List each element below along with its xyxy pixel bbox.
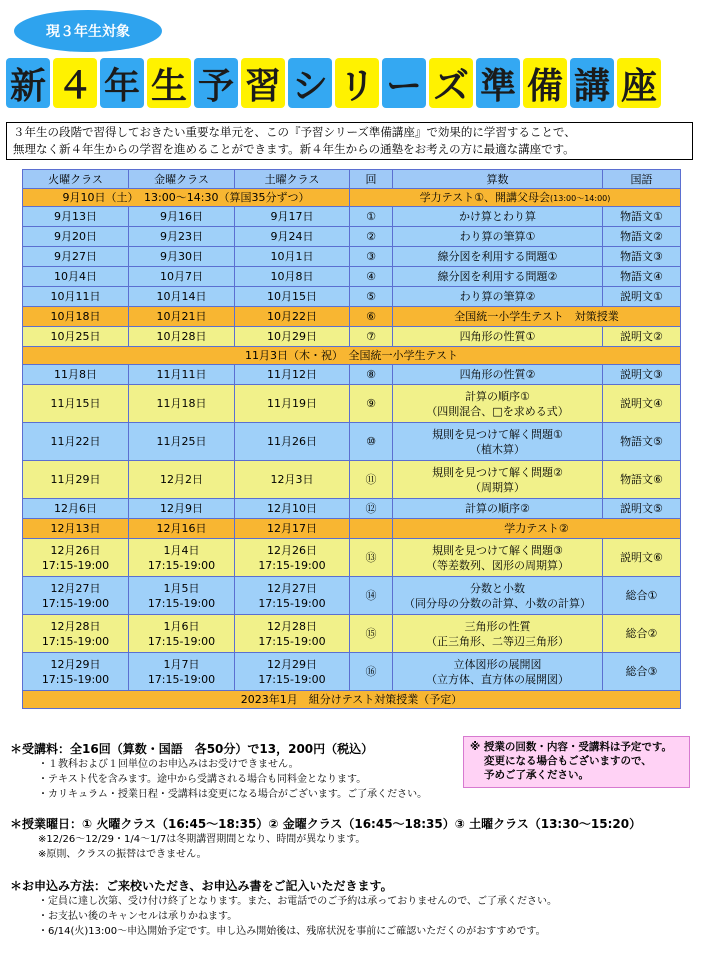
sat-date: [235, 615, 350, 653]
target-badge: 現３年生対象: [14, 10, 162, 52]
column-header: 土曜クラス: [235, 170, 350, 189]
math-topic: 四角形の性質②: [393, 365, 603, 385]
math-topic: 線分図を利用する問題②: [393, 267, 603, 287]
math-topic-line2: （周期算）: [470, 480, 525, 494]
table-row: [23, 615, 681, 653]
table-row: [23, 653, 681, 691]
fri-date-line2: 17:15-19:00: [147, 558, 216, 572]
column-header: 算数: [393, 170, 603, 189]
sat-date-line1: 12月26日: [267, 543, 317, 557]
math-topic-line2: （立方体、直方体の展開図）: [426, 672, 569, 686]
fri-date: 12月16日: [129, 519, 235, 539]
tue-date-line2: 17:15-19:00: [41, 634, 110, 648]
math-topic: かけ算とわり算: [393, 207, 603, 227]
math-topic-line2: （植木算）: [470, 442, 525, 456]
fri-date-line1: 1月4日: [163, 543, 200, 557]
math-topic-line2: （四則混合、□を求める式）: [426, 404, 569, 418]
sat-date: 10月22日: [235, 307, 350, 327]
table-row: [23, 287, 681, 307]
sat-date-line1: 12月27日: [267, 581, 317, 595]
notice-line-1: ※ 授業の回数・内容・受講料は予定です。: [470, 741, 673, 753]
tue-date: 11月29日: [23, 461, 129, 499]
session-event: [350, 189, 681, 207]
tue-date-line1: 12月28日: [50, 619, 101, 633]
days-note: ※12/26～12/29・1/4～1/7は冬期講習期間となり、時間が異なります。: [38, 834, 366, 845]
sat-date: 10月15日: [235, 287, 350, 307]
math-topic: 全国統一小学生テスト 対策授業: [393, 307, 681, 327]
notice-line-3: 予めご了承ください。: [484, 769, 589, 781]
fri-date-line2: 17:15-19:00: [147, 672, 216, 686]
japanese-topic: 総合①: [603, 577, 681, 615]
math-topic: 学力テスト②: [393, 519, 681, 539]
page-title: [6, 58, 661, 108]
sat-date: 9月17日: [235, 207, 350, 227]
math-topic-line2: （等差数列、図形の周期算）: [426, 558, 569, 572]
event-time: (13:00～14:00): [550, 193, 611, 203]
japanese-topic: 物語文②: [603, 227, 681, 247]
tue-date: 10月4日: [23, 267, 129, 287]
japanese-topic: 総合③: [603, 653, 681, 691]
column-header: 回: [350, 170, 393, 189]
fri-date: 9月23日: [129, 227, 235, 247]
apply-title: ＊お申込み方法：ご来校いただき、お申込み書をご記入いただきます。: [10, 879, 393, 893]
title-char: 習: [241, 58, 285, 108]
days-note: ※原則、クラスの振替はできません。: [38, 849, 207, 860]
fee-note: ・カリキュラム・授業日程・受講料は変更になる場合がございます。ご了承ください。: [38, 789, 428, 800]
table-row: [23, 267, 681, 287]
session-number: ①: [350, 207, 393, 227]
math-topic: [393, 385, 603, 423]
fri-date: 9月30日: [129, 247, 235, 267]
notice-box: [463, 736, 690, 788]
days-title: ＊授業曜日：① 火曜クラス（16:45～18:35）② 金曜クラス（16:45～18:35）③ 土曜クラス（13:30～15:20）: [10, 817, 642, 831]
sat-date: [235, 653, 350, 691]
sat-date-line2: 17:15-19:00: [258, 672, 326, 686]
full-row-text: 11月3日（木・祝） 全国統一小学生テスト: [23, 347, 681, 365]
session-number: ⑮: [350, 615, 393, 653]
apply-note: ・お支払い後のキャンセルは承りかねます。: [38, 911, 238, 922]
japanese-topic: 説明文①: [603, 287, 681, 307]
japanese-topic: 説明文③: [603, 365, 681, 385]
title-char: ー: [382, 58, 426, 108]
session-number: ⑥: [350, 307, 393, 327]
fri-date: [129, 577, 235, 615]
apply-note: ・6/14(火)13:00～申込開始予定です。申し込み開始後は、残席状況を事前にご確認いただくのがおすすめです。: [38, 926, 546, 937]
fri-date: [129, 539, 235, 577]
fee-note: ・テキスト代を含みます。途中から受講される場合も同料金となります。: [38, 774, 367, 785]
sat-date: 11月26日: [235, 423, 350, 461]
tue-date: 11月15日: [23, 385, 129, 423]
table-row: [23, 539, 681, 577]
tue-date-line1: 12月29日: [50, 657, 101, 671]
table-row: [23, 519, 681, 539]
title-char: ４: [53, 58, 97, 108]
sat-date: [235, 577, 350, 615]
title-char: シ: [288, 58, 332, 108]
japanese-topic: 物語文⑤: [603, 423, 681, 461]
sat-date-line1: 12月29日: [267, 657, 317, 671]
fri-date-line2: 17:15-19:00: [147, 596, 216, 610]
fri-date: 10月7日: [129, 267, 235, 287]
japanese-topic: 説明文⑥: [603, 539, 681, 577]
session-number: ⑧: [350, 365, 393, 385]
session-number: ②: [350, 227, 393, 247]
notice-line-2: 変更になる場合もございますので、: [484, 755, 652, 767]
math-topic-line1: 立体図形の展開図: [453, 657, 542, 671]
tue-date: 11月22日: [23, 423, 129, 461]
sat-date: 11月12日: [235, 365, 350, 385]
fri-date: [129, 653, 235, 691]
japanese-topic: 説明文②: [603, 327, 681, 347]
math-topic-line1: 規則を見つけて解く問題①: [432, 427, 563, 441]
japanese-topic: 物語文①: [603, 207, 681, 227]
title-char: 生: [147, 58, 191, 108]
fri-date-line1: 1月7日: [163, 657, 200, 671]
fri-date: 12月2日: [129, 461, 235, 499]
session-number: ⑫: [350, 499, 393, 519]
math-topic: 四角形の性質①: [393, 327, 603, 347]
sat-date: 12月10日: [235, 499, 350, 519]
math-topic-line1: 三角形の性質: [464, 619, 531, 633]
session-number: ⑩: [350, 423, 393, 461]
title-char: 座: [617, 58, 661, 108]
fee-section: [10, 740, 427, 802]
sat-date-line2: 17:15-19:00: [258, 596, 326, 610]
session-number: [350, 519, 393, 539]
tue-date-line1: 12月26日: [50, 543, 101, 557]
sat-date: [235, 539, 350, 577]
table-row: [23, 365, 681, 385]
sat-date: 11月19日: [235, 385, 350, 423]
intro-line-1: ３年生の段階で習得しておきたい重要な単元を、この『予習シリーズ準備講座』で効果的に学習することで、: [13, 125, 576, 139]
days-section: [10, 815, 641, 862]
tue-date: [23, 577, 129, 615]
japanese-topic: 物語文④: [603, 267, 681, 287]
table-row: [23, 189, 681, 207]
title-char: 年: [100, 58, 144, 108]
fee-note: ・１教科および１回単位のお申込みはお受けできません。: [38, 759, 299, 770]
session-number: ⑯: [350, 653, 393, 691]
intro-line-2: 無理なく新４年生からの学習を進めることができます。新４年生からの通塾をお考えの方に最適な講座です。: [13, 142, 575, 156]
math-topic-line1: 規則を見つけて解く問題②: [432, 465, 563, 479]
sat-date-line2: 17:15-19:00: [258, 634, 326, 648]
title-char: 備: [523, 58, 567, 108]
table-row: [23, 461, 681, 499]
sat-date-line2: 17:15-19:00: [258, 558, 326, 572]
sat-date: 12月17日: [235, 519, 350, 539]
session-number: ⑬: [350, 539, 393, 577]
tue-date-line2: 17:15-19:00: [41, 596, 110, 610]
fri-date-line2: 17:15-19:00: [147, 634, 216, 648]
session-number: ⑦: [350, 327, 393, 347]
title-char: 準: [476, 58, 520, 108]
table-row: [23, 307, 681, 327]
tue-date-line2: 17:15-19:00: [41, 672, 110, 686]
session-number: ⑨: [350, 385, 393, 423]
session-number: ④: [350, 267, 393, 287]
math-topic-line2: （正三角形、二等辺三角形）: [426, 634, 569, 648]
fri-date: 10月21日: [129, 307, 235, 327]
table-row: [23, 499, 681, 519]
sat-date: 10月1日: [235, 247, 350, 267]
math-topic: わり算の筆算②: [393, 287, 603, 307]
math-topic: [393, 653, 603, 691]
sat-date-line1: 12月28日: [267, 619, 317, 633]
session-number: ⑪: [350, 461, 393, 499]
session-number: ⑤: [350, 287, 393, 307]
column-header: 火曜クラス: [23, 170, 129, 189]
session-info: 9月10日（土） 13:00～14:30（算国35分ずつ）: [23, 189, 350, 207]
tue-date: 9月13日: [23, 207, 129, 227]
math-topic: [393, 577, 603, 615]
schedule-table: [22, 169, 681, 709]
japanese-topic: 説明文④: [603, 385, 681, 423]
fri-date: 11月11日: [129, 365, 235, 385]
apply-section: [10, 877, 557, 939]
sat-date: 10月8日: [235, 267, 350, 287]
table-header-row: [23, 170, 681, 189]
math-topic: [393, 615, 603, 653]
tue-date: 9月20日: [23, 227, 129, 247]
table-row: [23, 577, 681, 615]
japanese-topic: 総合②: [603, 615, 681, 653]
math-topic-line1: 計算の順序①: [465, 389, 530, 403]
math-topic: [393, 539, 603, 577]
math-topic: 線分図を利用する問題①: [393, 247, 603, 267]
fri-date: 10月14日: [129, 287, 235, 307]
tue-date: [23, 615, 129, 653]
event-label: 学力テスト①、開講父母会: [419, 190, 551, 204]
fri-date: 10月28日: [129, 327, 235, 347]
session-number: ⑭: [350, 577, 393, 615]
title-char: ズ: [429, 58, 473, 108]
math-topic-line2: （同分母の分数の計算、小数の計算）: [404, 596, 591, 610]
math-topic: [393, 461, 603, 499]
fee-title: ＊受講料：全16回（算数・国語 各50分）で13，200円（税込）: [10, 742, 374, 756]
tue-date: 11月8日: [23, 365, 129, 385]
session-number: ③: [350, 247, 393, 267]
table-row: [23, 423, 681, 461]
full-row-text: 2023年1月 組分けテスト対策授業（予定）: [23, 691, 681, 709]
tue-date: 9月27日: [23, 247, 129, 267]
fri-date: 11月25日: [129, 423, 235, 461]
math-topic: [393, 423, 603, 461]
math-topic-line1: 規則を見つけて解く問題③: [432, 543, 563, 557]
tue-date: 12月6日: [23, 499, 129, 519]
title-char: 新: [6, 58, 50, 108]
fri-date: [129, 615, 235, 653]
fri-date-line1: 1月6日: [163, 619, 200, 633]
sat-date: 10月29日: [235, 327, 350, 347]
title-char: リ: [335, 58, 379, 108]
fri-date: 12月9日: [129, 499, 235, 519]
table-row: [23, 207, 681, 227]
tue-date: 10月25日: [23, 327, 129, 347]
tue-date: [23, 539, 129, 577]
apply-note: ・定員に達し次第、受け付け終了となります。また、お電話でのご予約は承っておりませんので、ご了承ください。: [38, 896, 557, 907]
tue-date: [23, 653, 129, 691]
tue-date-line2: 17:15-19:00: [41, 558, 110, 572]
fri-date-line1: 1月5日: [163, 581, 200, 595]
fri-date: 11月18日: [129, 385, 235, 423]
japanese-topic: 物語文③: [603, 247, 681, 267]
table-row: [23, 691, 681, 709]
title-char: 予: [194, 58, 238, 108]
math-topic: 計算の順序②: [393, 499, 603, 519]
table-row: [23, 247, 681, 267]
table-row: [23, 347, 681, 365]
tue-date: 12月13日: [23, 519, 129, 539]
math-topic-line1: 分数と小数: [470, 581, 525, 595]
tue-date: 10月11日: [23, 287, 129, 307]
sat-date: 9月24日: [235, 227, 350, 247]
column-header: 金曜クラス: [129, 170, 235, 189]
sat-date: 12月3日: [235, 461, 350, 499]
table-row: [23, 327, 681, 347]
column-header: 国語: [603, 170, 681, 189]
fri-date: 9月16日: [129, 207, 235, 227]
table-row: [23, 227, 681, 247]
tue-date: 10月18日: [23, 307, 129, 327]
intro-box: [6, 122, 693, 160]
japanese-topic: 説明文⑤: [603, 499, 681, 519]
japanese-topic: 物語文⑥: [603, 461, 681, 499]
tue-date-line1: 12月27日: [50, 581, 101, 595]
math-topic: わり算の筆算①: [393, 227, 603, 247]
table-row: [23, 385, 681, 423]
title-char: 講: [570, 58, 614, 108]
